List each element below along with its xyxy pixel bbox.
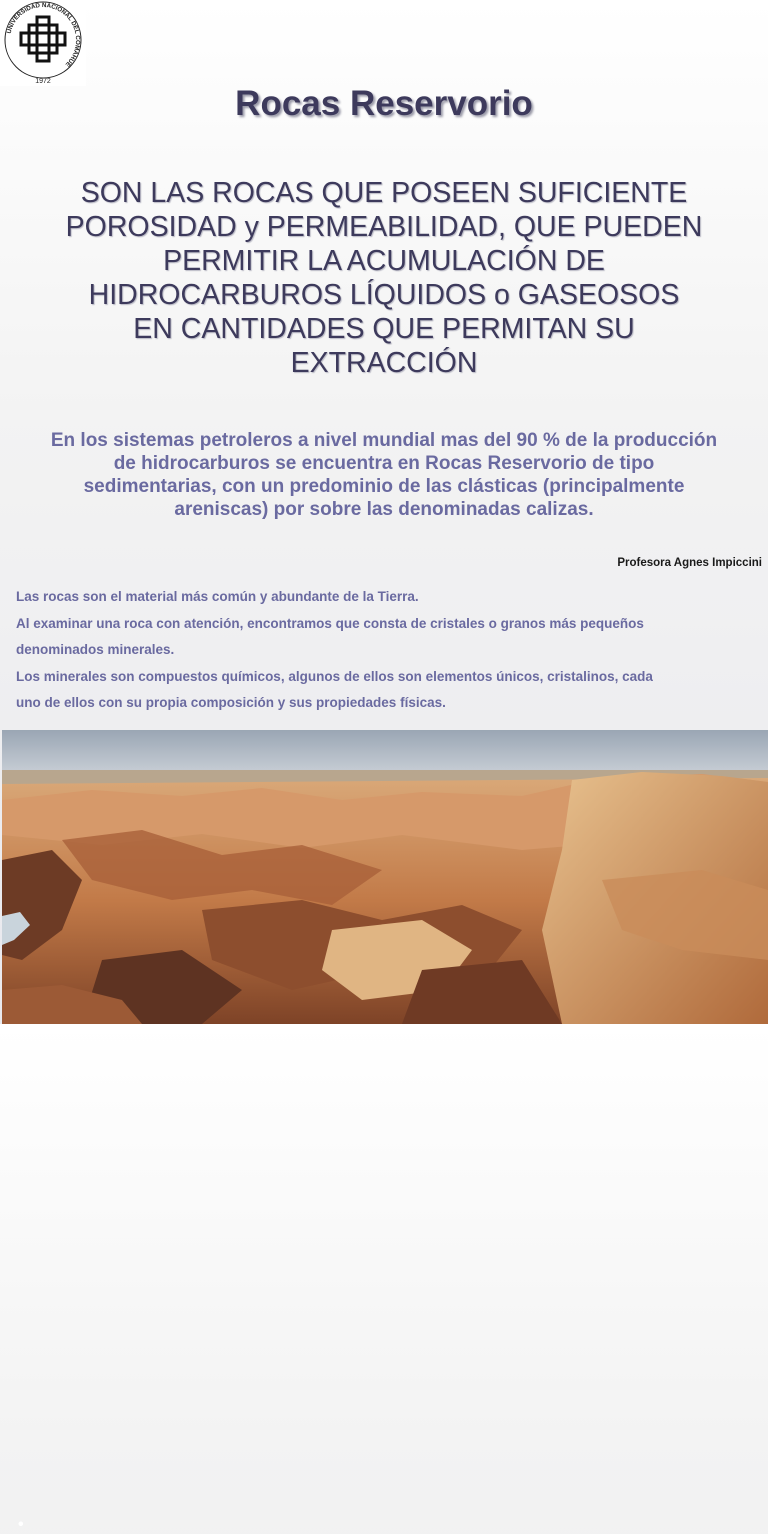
definition-line: HIDROCARBUROS LÍQUIDOS o GASEOSOS [88,279,680,311]
university-seal-icon [0,0,86,86]
paragraph-line: de hidrocarburos se encuentra en Rocas Reservorio de tipo [113,453,655,474]
university-logo [0,0,86,86]
logo-year: 1972 [35,78,51,85]
definition-text [40,176,728,380]
definition-line: EN CANTIDADES QUE PERMITAN SU [133,313,635,345]
logo-ring-text: UNIVERSIDAD NACIONAL DEL COMAHUE [5,1,82,68]
definition-line: SON LAS ROCAS QUE POSEEN SUFICIENTE [80,177,688,209]
definition-line: POROSIDAD y PERMEABILIDAD, QUE PUEDEN [65,211,703,243]
notes-line: uno de ellos con su propia composición y sus propiedades físicas. [16,695,446,710]
canyon-landscape-image [2,730,768,1024]
notes-line: Los minerales son compuestos químicos, algunos de ellos son elementos únicos, cristalinos, cada [16,668,653,684]
paragraph-line: En los sistemas petroleros a nivel mundial mas del 90 % de la producción [50,430,718,451]
paragraph-line: sedimentarias, con un predominio de las clásticas (principalmente [83,476,685,497]
notes-line: denominados minerales. [16,642,175,657]
definition-line: PERMITIR LA ACUMULACIÓN DE [163,245,605,277]
notes-line: Al examinar una roca con atención, encontramos que consta de cristales o granos más pequeños [16,615,644,631]
author-credit: Profesora Agnes Impiccini [617,557,762,569]
paragraph-line: areniscas) por sobre las denominadas calizas. [174,499,594,520]
canyon-photo [2,730,768,1533]
slide-title: Rocas Reservorio [235,84,533,123]
slide [0,0,768,730]
production-paragraph [30,429,738,521]
notes-line: Las rocas son el material más común y abundante de la Tierra. [16,589,419,604]
definition-line: EXTRACCIÓN [290,347,478,379]
notes-text [16,584,756,717]
bullet-mark: • [18,1516,24,1533]
